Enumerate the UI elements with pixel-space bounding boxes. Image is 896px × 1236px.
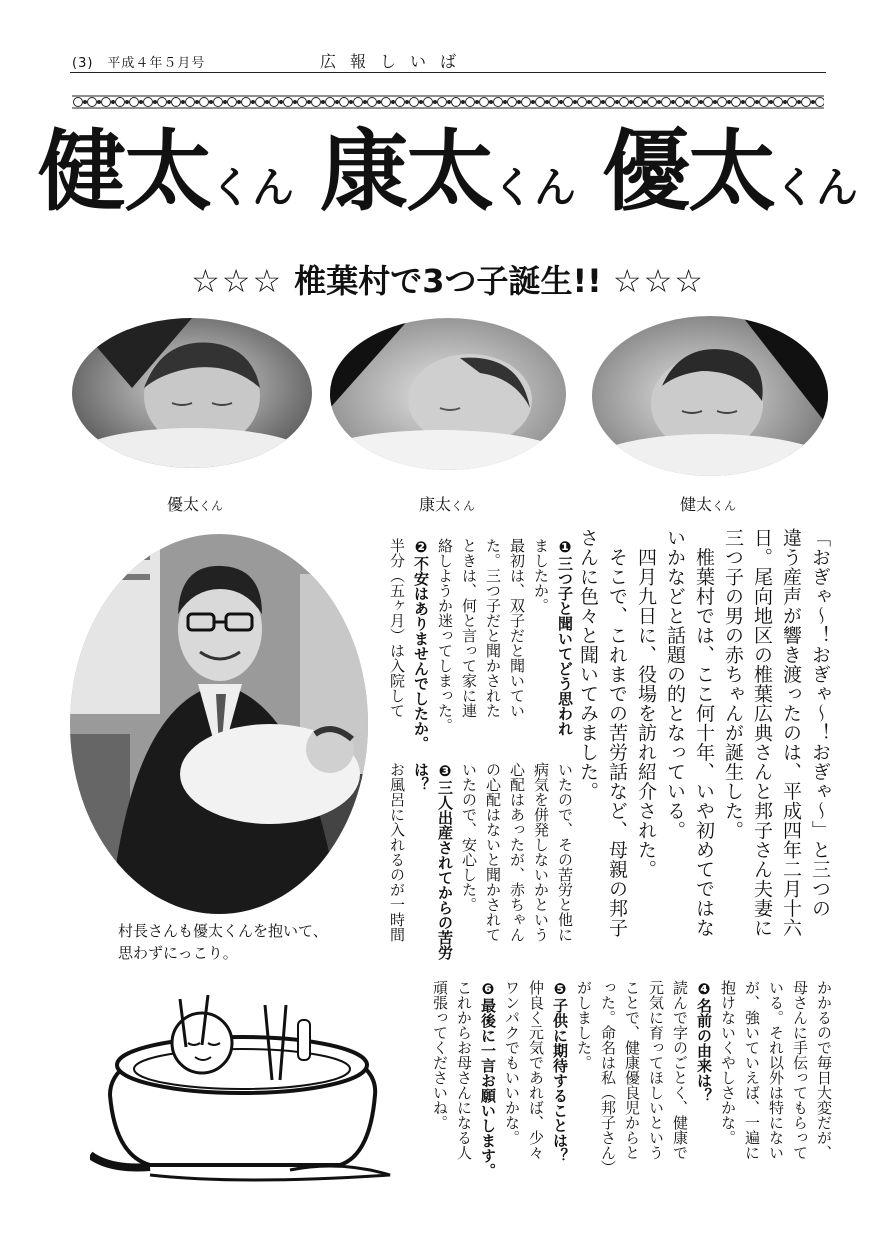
newsletter-title: 広報しいば [320,52,471,71]
ornament-border [72,92,824,112]
baby-photo-kota [330,318,566,470]
intro-text: 「おぎゃ〜！おぎゃ〜！おぎゃ〜」と三つの 違う産声が響き渡ったのは、平成四年二月十六 日。尾向地区の椎葉広典さんと邦子さん夫妻に 三つ子の男の赤ちゃんが誕生した。 椎葉村では、ここ何十年、いや初めてではな いかなどと話題の的となっている。 四月九日に、役場を訪れ紹介された。 そこで、これまでの苦労話など、母親の邦子 さんに色々と聞いてみました。 [577,528,831,938]
headline-name-2: 康太 [319,120,492,223]
headline-suffix-2: くん [492,163,577,212]
qa-block-1: ❶三つ子と聞いてどう思われ ましたか。 最初は、双子だと聞いてい た。三つ子だと聞かされた ときは、何と言って家に連 絡しようか迷ってしまった。 ❷不安はありませんでしたか。 半分（五ヶ月）は入院して [388,538,574,751]
qa-block-3: かかるので毎日大変だが、 母さんに手伝ってもらって いる。それ以外は特にない が、強いていえば、一遍に 抱けないくやしさかな。 ❹名前の由来は？ 読んで字のごとく、健康で 元気に育ってほしいという ことで、健康優良児からと った。命名は私（邦子さん） がしました。 ❺子供に期待することは？ 仲良く元気であれば、少々 ワンパクでもいいかな。 ❻最後に一言お願いします。 これからお母さんになる人 頑張ってくださいね。 [431,980,833,1178]
qa-block-2: いたので、その苦労と他に 病気を併発しないかという 心配はあったが、赤ちゃん の心配はないと聞かされて いたので、安心した。 ❸三人出産されてからの苦労 は？ お風呂に入れるのが一時間 [388,762,574,960]
subtitle [0,256,896,302]
headline [0,120,896,223]
stars-right: ☆☆☆ [612,262,705,300]
headline-name-1: 健太 [37,120,210,223]
header-rule [70,72,826,73]
headline-suffix-1: くん [209,163,294,212]
stars-left: ☆☆☆ [191,262,284,300]
mayor-photo-caption: 村長さんも優太くんを抱いて、 思わずにっこり。 [118,922,328,962]
caption-kenta: 健太くん [679,495,737,514]
caption-yuta: 優太くん [166,495,224,514]
headline-name-3: 優太 [602,120,775,223]
baby-photo-yuta [72,318,312,468]
baby-photo-kenta [592,316,828,476]
subtitle-text: 椎葉村で3つ子誕生!! [294,262,602,300]
baby-bath-illustration [90,985,400,1185]
headline-suffix-3: くん [774,163,859,212]
issue-label: (3) 平成４年５月号 [72,56,206,71]
mayor-holding-baby-photo [70,534,368,914]
caption-kota: 康太くん [418,495,476,514]
